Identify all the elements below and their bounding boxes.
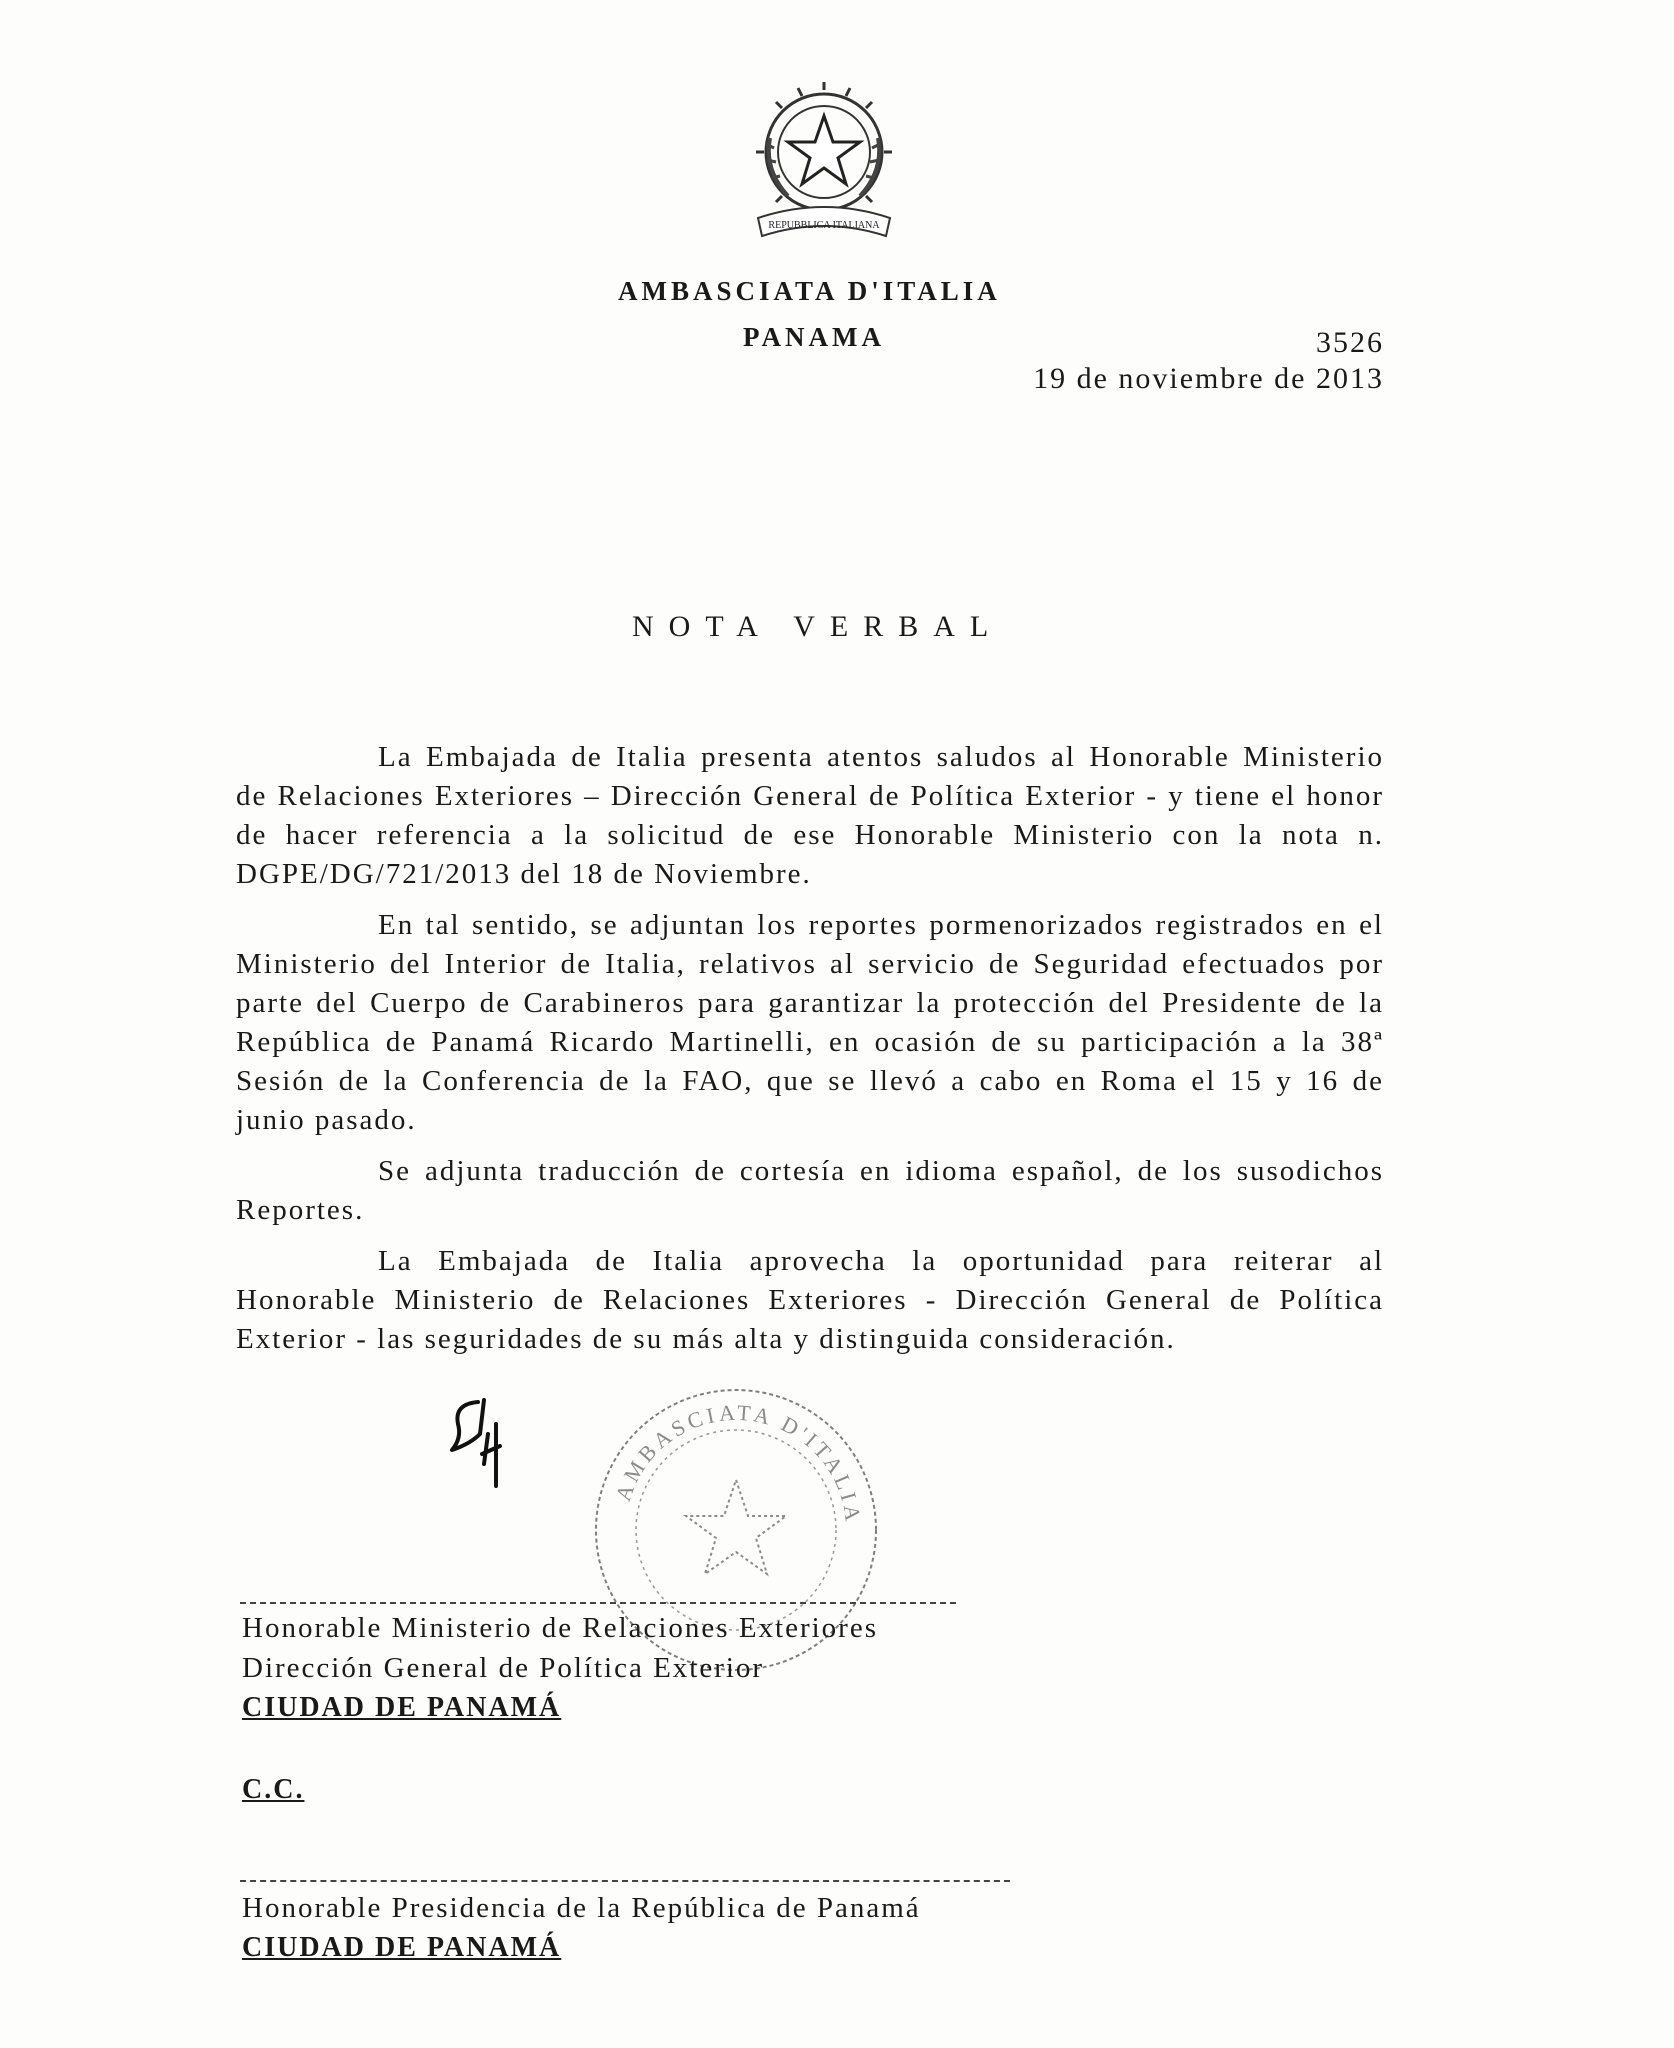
reference-number: 3526 xyxy=(1316,326,1384,359)
reference-date: 19 de noviembre de 2013 xyxy=(1033,362,1384,395)
document-title: NOTA VERBAL xyxy=(632,610,1004,643)
addressee-city: CIUDAD DE PANAMÁ xyxy=(242,1692,562,1723)
body-paragraph: Se adjunta traducción de cortesía en idioma español, de los susodichos Reportes. xyxy=(236,1155,1384,1226)
emblem-banner-text: REPUBBLICA ITALIANA xyxy=(768,220,880,231)
embassy-city: PANAMA xyxy=(743,322,885,352)
cc-line-1: Honorable Presidencia de la República de Panamá xyxy=(242,1892,921,1924)
italian-republic-emblem-icon xyxy=(748,78,900,250)
body-paragraph: La Embajada de Italia presenta atentos saludos al Honorable Ministerio de Relaciones Exteriores – Dirección General de Política Exterior - y tiene el honor de hacer referencia a la solicitud de ese Honorable Ministerio con la nota n. DGPE/DG/721/2013 del 18 de Noviembre. xyxy=(236,741,1384,890)
addressee-divider xyxy=(240,1602,956,1604)
addressee-line-1: Honorable Ministerio de Relaciones Exteriores xyxy=(242,1612,879,1644)
handwritten-initials-icon xyxy=(444,1394,512,1490)
cc-label: C.C. xyxy=(242,1774,305,1805)
body-paragraph: En tal sentido, se adjuntan los reportes pormenorizados registrados en el Ministerio del Interior de Italia, relativos al servicio de Seguridad efectuados por parte del Cuerpo de Carabineros para garantizar la protección del Presidente de la República de Panamá Ricardo Martinelli, en ocasión de su participación a la 38ª Sesión de la Conferencia de la FAO, que se llevó a cabo en Roma el 15 y 16 de junio pasado. xyxy=(236,909,1384,1136)
stamp-text: AMBASCIATA D'ITALIA xyxy=(610,1399,867,1527)
embassy-name: AMBASCIATA D'ITALIA xyxy=(618,276,1001,306)
cc-divider xyxy=(240,1880,1010,1882)
addressee-line-2: Dirección General de Política Exterior xyxy=(242,1652,765,1684)
letter-body xyxy=(236,738,1384,1371)
body-paragraph: La Embajada de Italia aprovecha la oportunidad para reiterar al Honorable Ministerio de Relaciones Exteriores - Dirección General de Política Exterior - las seguridades de su más alta y distinguida consideración. xyxy=(236,1245,1384,1355)
cc-city: CIUDAD DE PANAMÁ xyxy=(242,1932,562,1963)
